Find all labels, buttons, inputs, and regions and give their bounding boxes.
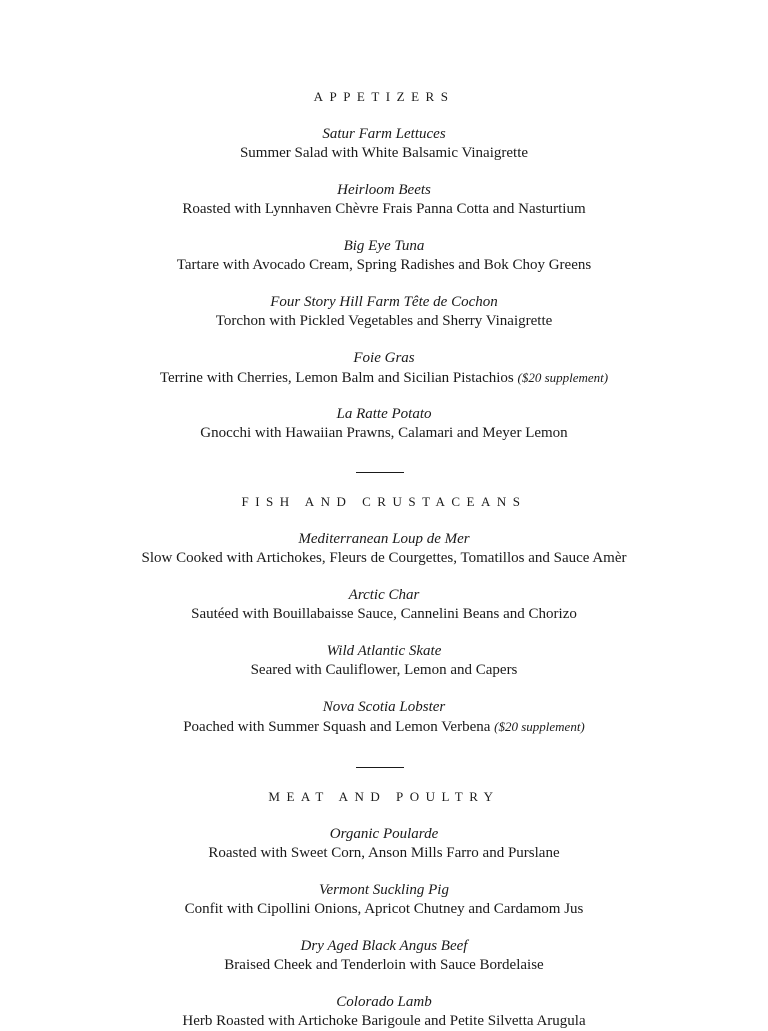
dish-description-text: Herb Roasted with Artichoke Barigoule and Petite Silvetta Arugula (182, 1013, 586, 1029)
section-title: MEAT AND POULTRY (268, 789, 500, 804)
dish-description-text: Sautéed with Bouillabaisse Sauce, Cannelini Beans and Chorizo (191, 606, 577, 622)
dish-description (0, 605, 768, 624)
dish-description (0, 200, 768, 219)
dish-name: Mediterranean Loup de Mer (298, 531, 470, 547)
dish-name: Dry Aged Black Angus Beef (300, 938, 468, 954)
supplement-note: ($20 supplement) (517, 370, 609, 385)
dish-description (0, 368, 768, 387)
dish-item (0, 530, 768, 568)
dish-description-text: Braised Cheek and Tenderloin with Sauce Bordelaise (224, 957, 544, 973)
dish-description (0, 661, 768, 680)
section-title: FISH AND CRUSTACEANS (241, 494, 527, 509)
dish-description-text: Poached with Summer Squash and Lemon Verbena (183, 719, 491, 735)
dish-item (0, 881, 768, 919)
dish-name: La Ratte Potato (336, 406, 432, 422)
dish-name: Big Eye Tuna (343, 238, 425, 254)
dish-description-text: Seared with Cauliflower, Lemon and Capers (250, 662, 518, 678)
dish-name: Heirloom Beets (337, 182, 431, 198)
dish-description (0, 900, 768, 919)
dish-description (0, 424, 768, 443)
dish-name: Colorado Lamb (336, 994, 432, 1010)
section-fish-and-crustaceans (0, 494, 768, 736)
dish-item (0, 698, 768, 736)
dish-item (0, 405, 768, 443)
dish-description-text: Roasted with Lynnhaven Chèvre Frais Panna Cotta and Nasturtium (182, 201, 586, 217)
dish-description (0, 956, 768, 975)
section-meat-and-poultry (0, 789, 768, 1031)
dish-description (0, 844, 768, 863)
dish-name: Four Story Hill Farm Tête de Cochon (270, 294, 498, 310)
dish-name: Satur Farm Lettuces (322, 126, 446, 142)
section-divider (356, 472, 404, 473)
dish-description-text: Terrine with Cherries, Lemon Balm and Sicilian Pistachios (159, 370, 514, 386)
dish-name: Organic Poularde (329, 826, 439, 842)
dish-description-text: Torchon with Pickled Vegetables and Sherry Vinaigrette (215, 313, 553, 329)
dish-description-text: Tartare with Avocado Cream, Spring Radishes and Bok Choy Greens (176, 257, 592, 273)
section-divider (356, 767, 404, 768)
dish-description (0, 549, 768, 568)
dish-name: Wild Atlantic Skate (326, 643, 442, 659)
dish-item (0, 349, 768, 387)
dish-item (0, 293, 768, 331)
dish-description-text: Slow Cooked with Artichokes, Fleurs de Courgettes, Tomatillos and Sauce Amèr (141, 550, 627, 566)
section-title: APPETIZERS (313, 89, 455, 104)
dish-name: Vermont Suckling Pig (319, 882, 449, 898)
dish-description-text: Confit with Cipollini Onions, Apricot Chutney and Cardamom Jus (184, 901, 584, 917)
dish-description (0, 256, 768, 275)
dish-item (0, 937, 768, 975)
section-appetizers (0, 89, 768, 443)
dish-description (0, 717, 768, 736)
dish-description-text: Gnocchi with Hawaiian Prawns, Calamari and Meyer Lemon (200, 425, 568, 441)
dish-name: Foie Gras (353, 350, 415, 366)
dish-item (0, 125, 768, 163)
dish-description-text: Roasted with Sweet Corn, Anson Mills Farro and Purslane (208, 845, 560, 861)
dish-description (0, 1012, 768, 1031)
dish-item (0, 642, 768, 680)
dish-description-text: Summer Salad with White Balsamic Vinaigrette (239, 145, 529, 161)
dish-name: Arctic Char (348, 587, 420, 603)
dish-description (0, 144, 768, 163)
supplement-note: ($20 supplement) (494, 719, 585, 734)
dish-item (0, 825, 768, 863)
dish-name: Nova Scotia Lobster (322, 699, 446, 715)
dish-item (0, 181, 768, 219)
dish-item (0, 237, 768, 275)
dish-description (0, 312, 768, 331)
dish-item (0, 586, 768, 624)
dish-item (0, 993, 768, 1031)
